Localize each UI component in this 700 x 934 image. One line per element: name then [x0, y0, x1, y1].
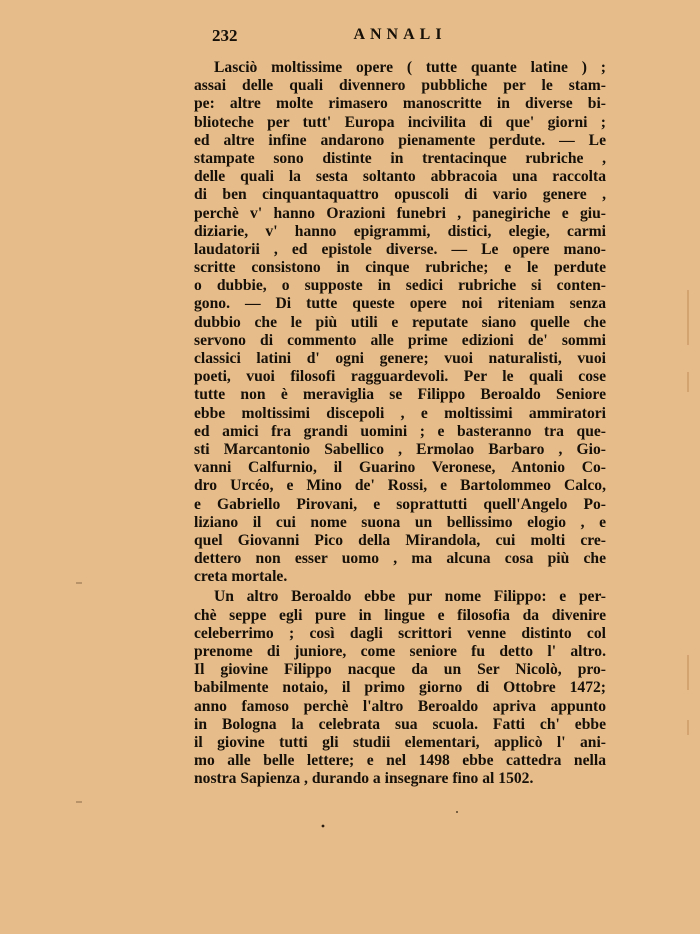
- text-line: assai delle quali divennero pubbliche per le stam-: [194, 77, 606, 95]
- text-line: di ben cinquantaquattro opuscoli di vario genere ,: [194, 186, 606, 204]
- text-line: nostra Sapienza , durando a insegnare fino al 1502.: [194, 770, 534, 788]
- text-line: chè seppe egli pure in lingue e filosofia da divenire: [194, 606, 606, 624]
- text-line: in Bologna la celebrata sua scuola. Fatti ch' ebbe: [194, 715, 606, 733]
- text-line: liziano il cui nome suona un bellissimo elogio , e: [194, 513, 606, 531]
- text-line: sti Marcantonio Sabellico , Ermolao Barbaro , Gio-: [194, 440, 606, 458]
- text-line: delle quali la sesta soltanto abbracoia una raccolta: [194, 168, 606, 186]
- text-line: anno famoso perchè l'altro Beroaldo apriva appunto: [194, 697, 606, 715]
- text-line: tutte non è meraviglia se Filippo Beroaldo Seniore: [194, 386, 606, 404]
- text-line: Un altro Beroaldo ebbe pur nome Filippo: e per-: [214, 588, 606, 606]
- text-line: laudatorii , ed epistole diverse. — Le opere mano-: [194, 240, 606, 258]
- text-line: Lasciò moltissime opere ( tutte quante latine ) ;: [214, 59, 606, 76]
- text-line: prenome di juniore, come seniore fu detto l' altro.: [194, 643, 606, 660]
- text-line: pe: altre molte rimasero manoscritte in diverse bi-: [194, 95, 606, 113]
- text-line: quel Giovanni Pico della Mirandola, cui molti cre-: [194, 531, 606, 549]
- text-line: e Gabriello Pirovani, e soprattutti quell'Angelo Po-: [194, 495, 606, 513]
- text-line: ed altre infine andarono pienamente perdute. — Le: [194, 131, 606, 149]
- text-line: stampate sono distinte in trentacinque rubriche ,: [194, 149, 606, 167]
- text-line: o dubbie, o supposte in sedici rubriche si conten-: [194, 277, 606, 295]
- ink-speck: [322, 825, 325, 828]
- text-line: dro Urcéo, e Mino de' Rossi, e Bartolommeo Calco,: [194, 477, 606, 495]
- text-line: celeberrimo ; così dagli scrittori venne distinto col: [194, 624, 606, 642]
- ink-speck: [456, 811, 458, 813]
- text-line: perchè v' hanno Orazioni funebri , panegiriche e giu-: [194, 204, 606, 222]
- text-line: ed amici fra grandi uomini ; e basteranno tra que-: [194, 422, 606, 440]
- text-line: classici latini d' ogni genere; vuoi naturalisti, vuoi: [194, 350, 606, 367]
- text-line: gono. — Di tutte queste opere noi riteniam senza: [194, 295, 606, 313]
- body-text: [194, 59, 606, 789]
- text-line: Il giovine Filippo nacque da un Ser Nicolò, pro-: [194, 661, 606, 679]
- text-line: servono di commento alle prime edizioni de' sommi: [194, 331, 606, 349]
- page-number: 232: [212, 26, 238, 45]
- text-line: il giovine tutti gli studii elementari, applicò l' ani-: [194, 733, 606, 751]
- text-line: poeti, vuoi filosofi ragguardevoli. Per le quali cose: [194, 368, 606, 386]
- text-line: mo alle belle lettere; e nel 1498 ebbe cattedra nella: [194, 752, 606, 770]
- text-line: vanni Calfurnio, il Guarino Veronese, Antonio Co-: [194, 459, 606, 477]
- text-line: ebbe moltissimi discepoli , e moltissimi ammiratori: [194, 404, 606, 422]
- text-line: diziarie, v' hanno epigrammi, distici, elegie, carmi: [194, 222, 606, 240]
- text-line: creta mortale.: [194, 568, 288, 586]
- running-title: ANNALI: [353, 26, 447, 43]
- text-line: babilmente notaio, il primo giorno di Ottobre 1472;: [194, 679, 606, 697]
- page-header: [194, 26, 606, 48]
- text-line: dubbio che le più utili e reputate siano quelle che: [194, 313, 606, 331]
- text-line: blioteche per tutt' Europa incivilita di que' giorni ;: [194, 113, 606, 131]
- text-line: dettero non esser uomo , ma alcuna cosa più che: [194, 550, 606, 568]
- text-line: scritte consistono in cinque rubriche; e le perdute: [194, 259, 606, 277]
